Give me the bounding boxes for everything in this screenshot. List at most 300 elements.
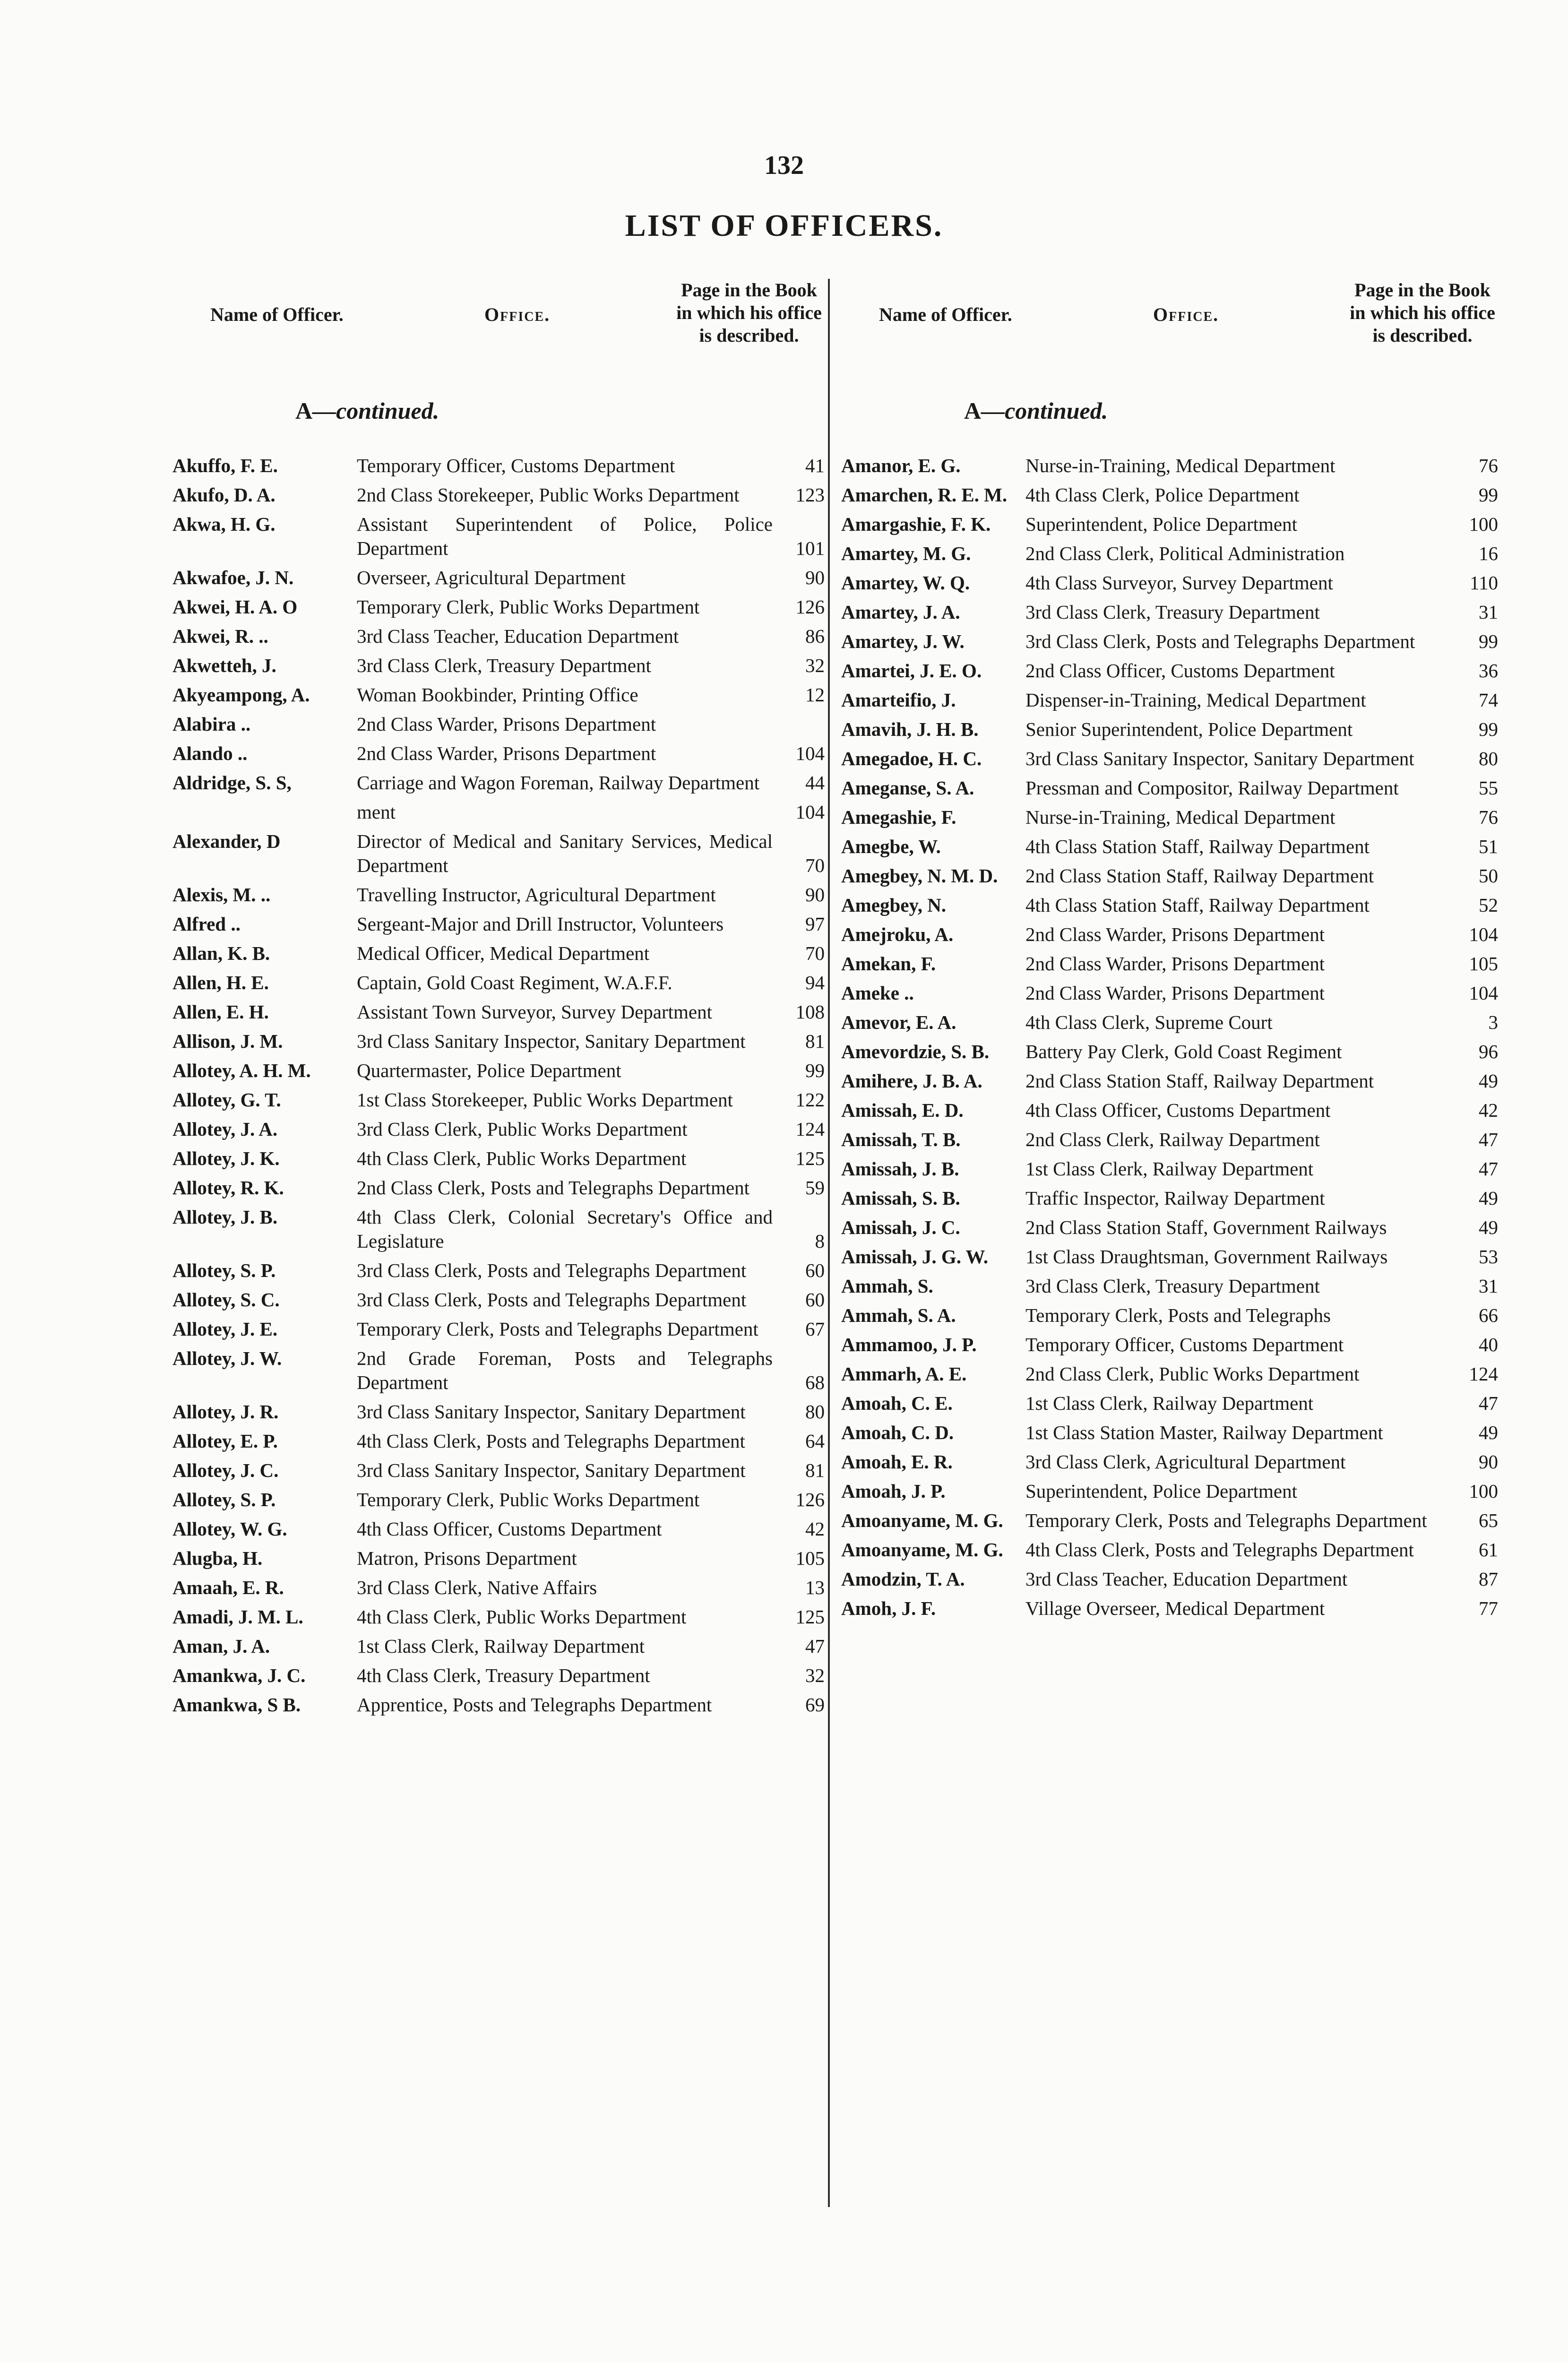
- office-page-number: 123: [795, 484, 825, 506]
- column-divider: [828, 279, 830, 2207]
- officer-name: Amihere, J. B. A.: [841, 1070, 982, 1092]
- officer-office-cell: [357, 566, 825, 590]
- officer-office-cell: [357, 1088, 825, 1112]
- header-page: Page in the Book in which his office is described.: [1350, 279, 1495, 346]
- office-page-number: 94: [805, 972, 825, 993]
- office-page-number: 124: [1469, 1363, 1498, 1385]
- officer-office-cell: [1025, 923, 1498, 947]
- officer-office: 4th Class Clerk, Treasury Department: [357, 1664, 650, 1686]
- office-page-number: 69: [805, 1694, 825, 1716]
- officer-office: Superintendent, Police Department: [1025, 513, 1297, 535]
- officer-office: Battery Pay Clerk, Gold Coast Regiment: [1025, 1041, 1342, 1062]
- office-page-number: 99: [1479, 484, 1498, 506]
- office-page-number: 8: [815, 1230, 825, 1252]
- office-page-number: 49: [1479, 1216, 1498, 1238]
- officer-entry: [841, 454, 1498, 478]
- officer-name: Akyeampong, A.: [172, 684, 310, 706]
- officer-entry: [172, 1605, 825, 1629]
- right-column: [841, 279, 1498, 1626]
- officer-name: Allotey, J. E.: [172, 1318, 278, 1340]
- officer-office-cell: [357, 1517, 825, 1541]
- officer-name: Amodzin, T. A.: [841, 1568, 965, 1590]
- officer-name: Amartey, W. Q.: [841, 572, 970, 594]
- officer-name: Allotey, W. G.: [172, 1518, 287, 1540]
- officer-office: 1st Class Clerk, Railway Department: [1025, 1392, 1314, 1414]
- office-page-number: 122: [795, 1089, 825, 1111]
- officer-entry: [172, 771, 825, 795]
- officer-office: Temporary Clerk, Public Works Department: [357, 596, 700, 618]
- office-page-number: 67: [805, 1318, 825, 1340]
- officer-office: 4th Class Officer, Customs Department: [1025, 1099, 1331, 1121]
- officer-office-cell: [1025, 1128, 1498, 1152]
- officer-name: Amegbey, N.: [841, 894, 947, 916]
- officer-entry: [841, 1421, 1498, 1445]
- officer-name: Ammah, S. A.: [841, 1304, 956, 1326]
- officer-office: 2nd Class Officer, Customs Department: [1025, 660, 1335, 681]
- officer-name: Allotey, R. K.: [172, 1177, 284, 1199]
- officer-entry: [172, 829, 825, 878]
- officer-entry: [841, 1450, 1498, 1474]
- officer-entry: [172, 1000, 825, 1024]
- officer-name: Allotey, S. P.: [172, 1489, 276, 1510]
- officer-name: Amadi, J. M. L.: [172, 1606, 303, 1628]
- office-page-number: 104: [795, 801, 825, 823]
- officer-office-cell: [357, 941, 825, 966]
- office-page-number: 96: [1479, 1041, 1498, 1062]
- officer-office-cell: [357, 1634, 825, 1658]
- officer-entry: [841, 1303, 1498, 1328]
- officer-entry: [841, 1010, 1498, 1035]
- officer-name: Akufo, D. A.: [172, 484, 276, 506]
- officer-office-cell: [1025, 542, 1498, 566]
- office-page-number: 40: [1479, 1334, 1498, 1355]
- officer-office-cell: [357, 1259, 825, 1283]
- officer-entry: [841, 1098, 1498, 1122]
- officer-entry: [172, 1458, 825, 1483]
- officer-office-cell: [357, 971, 825, 995]
- officer-entry: [841, 893, 1498, 917]
- officer-office-cell: [1025, 1421, 1498, 1445]
- officer-office: 2nd Class Warder, Prisons Department: [1025, 923, 1325, 945]
- officer-office-cell: [357, 1346, 825, 1395]
- office-page-number: 66: [1479, 1304, 1498, 1326]
- officer-name: Amissah, T. B.: [841, 1129, 961, 1150]
- office-page-number: 61: [1479, 1539, 1498, 1561]
- officer-list: [172, 454, 825, 1717]
- officer-name: Amegbe, W.: [841, 836, 941, 857]
- office-page-number: 124: [795, 1118, 825, 1140]
- officer-name: Allison, J. M.: [172, 1030, 283, 1052]
- officer-entry: [172, 512, 825, 561]
- officer-office: 2nd Class Warder, Prisons Department: [1025, 953, 1325, 975]
- office-page-number: 104: [795, 742, 825, 764]
- officer-office: 2nd Class Clerk, Railway Department: [1025, 1129, 1320, 1150]
- officer-entry: [172, 566, 825, 590]
- officer-office-cell: [357, 800, 825, 824]
- officer-office: 4th Class Clerk, Public Works Department: [357, 1606, 687, 1628]
- officer-entry: [841, 1479, 1498, 1503]
- officer-office: Captain, Gold Coast Regiment, W.A.F.F.: [357, 972, 672, 993]
- header-page: Page in the Book in which his office is described.: [676, 279, 822, 346]
- officer-office-cell: [1025, 630, 1498, 654]
- office-page-number: 126: [795, 1489, 825, 1510]
- office-page-number: 60: [805, 1259, 825, 1281]
- officer-entry: [841, 835, 1498, 859]
- office-page-number: 47: [1479, 1158, 1498, 1180]
- officer-name: Allotey, J. B.: [172, 1206, 278, 1228]
- officer-entry: [841, 1245, 1498, 1269]
- officer-office-cell: [1025, 747, 1498, 771]
- officer-office: 2nd Class Storekeeper, Public Works Department: [357, 484, 740, 506]
- officer-name: Amissah, J. C.: [841, 1216, 960, 1238]
- officer-office-cell: [1025, 776, 1498, 800]
- office-page-number: 76: [1479, 806, 1498, 828]
- office-page-number: 105: [795, 1547, 825, 1569]
- officer-office-cell: [1025, 1509, 1498, 1533]
- officer-office: 3rd Class Sanitary Inspector, Sanitary Department: [357, 1401, 746, 1423]
- officer-office-cell: [357, 683, 825, 707]
- officer-office: 4th Class Officer, Customs Department: [357, 1518, 662, 1540]
- officer-name: Amekan, F.: [841, 953, 936, 975]
- officer-office-cell: [357, 1546, 825, 1570]
- officer-office: 3rd Class Clerk, Public Works Department: [357, 1118, 688, 1140]
- office-page-number: 126: [795, 596, 825, 618]
- officer-entry: [172, 1317, 825, 1341]
- office-page-number: 47: [805, 1635, 825, 1657]
- officer-office: 4th Class Station Staff, Railway Department: [1025, 894, 1370, 916]
- office-page-number: 52: [1479, 894, 1498, 916]
- officer-entry: [172, 1488, 825, 1512]
- officer-entry: [172, 971, 825, 995]
- officer-name: Alugba, H.: [172, 1547, 263, 1569]
- officer-name: Allotey, S. C.: [172, 1289, 280, 1311]
- officer-office-cell: [357, 595, 825, 619]
- officer-office-cell: [357, 1147, 825, 1171]
- officer-name: Akwafoe, J. N.: [172, 567, 294, 588]
- officer-office: 2nd Class Warder, Prisons Department: [357, 713, 656, 735]
- officer-office: Sergeant-Major and Drill Instructor, Volunteers: [357, 913, 724, 935]
- officer-office: Temporary Officer, Customs Department: [1025, 1334, 1344, 1355]
- officer-office-cell: [357, 1288, 825, 1312]
- section-heading: [841, 373, 1498, 454]
- officer-entry: [172, 654, 825, 678]
- office-page-number: 16: [1479, 543, 1498, 564]
- officer-office: Woman Bookbinder, Printing Office: [357, 684, 638, 706]
- officer-name: Amavih, J. H. B.: [841, 718, 979, 740]
- officer-office: 3rd Class Sanitary Inspector, Sanitary Department: [357, 1030, 746, 1052]
- page-title: LIST OF OFFICERS.: [625, 208, 943, 243]
- officer-entry: [841, 1157, 1498, 1181]
- officer-name: Amankwa, S B.: [172, 1694, 301, 1716]
- officer-office: Travelling Instructor, Agricultural Department: [357, 884, 716, 906]
- column-header: [841, 279, 1498, 373]
- officer-entry: [841, 717, 1498, 742]
- officer-office: Temporary Clerk, Posts and Telegraphs Department: [1025, 1509, 1427, 1531]
- office-page-number: 90: [805, 567, 825, 588]
- officer-entry: [172, 1346, 825, 1395]
- officer-office: Assistant Superintendent of Police, Police Department: [357, 513, 773, 559]
- officer-office-cell: [357, 1458, 825, 1483]
- officer-entry: [172, 912, 825, 936]
- officer-office-cell: [357, 712, 825, 736]
- officer-name: Akwei, R. ..: [172, 625, 268, 647]
- officer-office: 3rd Class Clerk, Treasury Department: [1025, 1275, 1320, 1297]
- officer-office-cell: [357, 654, 825, 678]
- officer-name: Allotey, G. T.: [172, 1089, 281, 1111]
- officer-office: 3rd Class Clerk, Posts and Telegraphs Department: [1025, 630, 1415, 652]
- officer-office: 3rd Class Sanitary Inspector, Sanitary Department: [1025, 748, 1414, 769]
- office-page-number: 31: [1479, 601, 1498, 623]
- office-page-number: 32: [805, 655, 825, 676]
- office-page-number: 101: [795, 537, 825, 559]
- officer-entry: [172, 595, 825, 619]
- office-page-number: 36: [1479, 660, 1498, 681]
- office-page-number: 55: [1479, 777, 1498, 799]
- office-page-number: 49: [1479, 1187, 1498, 1209]
- officer-office: Dispenser-in-Training, Medical Department: [1025, 689, 1366, 711]
- officer-office: 3rd Class Teacher, Education Department: [357, 625, 679, 647]
- officer-entry: [841, 1069, 1498, 1093]
- officer-office-cell: [1025, 1216, 1498, 1240]
- officer-office-cell: [357, 1693, 825, 1717]
- office-page-number: 70: [805, 854, 825, 876]
- section-letter: A: [964, 397, 982, 424]
- office-page-number: 99: [1479, 718, 1498, 740]
- officer-office-cell: [1025, 1010, 1498, 1035]
- officer-entry: [172, 1088, 825, 1112]
- officer-name: Amartei, J. E. O.: [841, 660, 982, 681]
- officer-office-cell: [1025, 1391, 1498, 1415]
- page-number: 132: [764, 151, 804, 180]
- office-page-number: 41: [805, 455, 825, 476]
- officer-office: 4th Class Clerk, Colonial Secretary's Office and Legislature: [357, 1206, 773, 1252]
- officer-office-cell: [1025, 1274, 1498, 1298]
- office-page-number: 3: [1488, 1011, 1498, 1033]
- officer-office: 4th Class Station Staff, Railway Department: [1025, 836, 1370, 857]
- office-page-number: 12: [805, 684, 825, 706]
- officer-name: Ameke ..: [841, 982, 914, 1004]
- officer-entry: [841, 1216, 1498, 1240]
- officer-name: Akwetteh, J.: [172, 655, 276, 676]
- section-suffix: —continued.: [981, 397, 1108, 424]
- officer-office-cell: [1025, 1069, 1498, 1093]
- office-page-number: 87: [1479, 1568, 1498, 1590]
- officer-office-cell: [357, 1000, 825, 1024]
- officer-entry: [841, 1509, 1498, 1533]
- officer-office-cell: [357, 512, 825, 561]
- office-page-number: 59: [805, 1177, 825, 1199]
- officer-office-cell: [357, 883, 825, 907]
- officer-office-cell: [1025, 571, 1498, 595]
- office-page-number: 90: [805, 884, 825, 906]
- officer-entry: [841, 1391, 1498, 1415]
- officer-office: Nurse-in-Training, Medical Department: [1025, 806, 1335, 828]
- officer-office-cell: [1025, 981, 1498, 1005]
- office-page-number: 105: [1469, 953, 1498, 975]
- office-page-number: 81: [805, 1459, 825, 1481]
- officer-office: Traffic Inspector, Railway Department: [1025, 1187, 1325, 1209]
- officer-office-cell: [357, 1605, 825, 1629]
- officer-name: Amanor, E. G.: [841, 455, 961, 476]
- officer-entry: [841, 1362, 1498, 1386]
- header-name: Name of Officer.: [879, 304, 1012, 325]
- officer-entry: [841, 512, 1498, 536]
- officer-office-cell: [357, 1429, 825, 1453]
- officer-entry: [841, 1274, 1498, 1298]
- officer-office: Temporary Clerk, Posts and Telegraphs Department: [357, 1318, 758, 1340]
- office-page-number: 49: [1479, 1422, 1498, 1443]
- office-page-number: 104: [1469, 982, 1498, 1004]
- office-page-number: 99: [1479, 630, 1498, 652]
- office-page-number: 110: [1470, 572, 1498, 594]
- officer-office-cell: [1025, 1333, 1498, 1357]
- officer-office-cell: [357, 624, 825, 648]
- officer-entry: [841, 1567, 1498, 1591]
- officer-entry: [172, 1429, 825, 1453]
- officer-name: Amargashie, F. K.: [841, 513, 991, 535]
- officer-name: Amissah, J. B.: [841, 1158, 959, 1180]
- officer-office: Director of Medical and Sanitary Services, Medical Department: [357, 830, 773, 876]
- office-page-number: 64: [805, 1430, 825, 1452]
- officer-office: 2nd Class Clerk, Political Administration: [1025, 543, 1345, 564]
- officer-office-cell: [357, 1400, 825, 1424]
- office-page-number: 60: [805, 1289, 825, 1311]
- officer-name: Alabira ..: [172, 713, 251, 735]
- officer-entry: [841, 952, 1498, 976]
- officer-office-cell: [1025, 688, 1498, 712]
- officer-office-cell: [357, 1205, 825, 1253]
- officer-name: Allotey, J. W.: [172, 1347, 282, 1369]
- office-page-number: 100: [1469, 513, 1498, 535]
- officer-office-cell: [357, 1576, 825, 1600]
- officer-entry: [172, 1117, 825, 1141]
- officer-entry: [172, 1693, 825, 1717]
- section-heading: [172, 373, 825, 454]
- officer-office-cell: [357, 1117, 825, 1141]
- officer-name: Allen, E. H.: [172, 1001, 269, 1023]
- header-name: Name of Officer.: [210, 304, 344, 325]
- officer-office-cell: [1025, 1303, 1498, 1328]
- office-page-number: 80: [1479, 748, 1498, 769]
- officer-office: Senior Superintendent, Police Department: [1025, 718, 1353, 740]
- officer-entry: [841, 747, 1498, 771]
- officer-entry: [841, 1040, 1498, 1064]
- officer-office: 1st Class Station Master, Railway Department: [1025, 1422, 1383, 1443]
- officer-entry: [841, 688, 1498, 712]
- officer-entry: [172, 1259, 825, 1283]
- officer-name: Ammarh, A. E.: [841, 1363, 967, 1385]
- officer-entry: [841, 1596, 1498, 1621]
- office-page-number: 42: [805, 1518, 825, 1540]
- officer-office-cell: [357, 771, 825, 795]
- officer-entry: [841, 630, 1498, 654]
- officer-name: Akwa, H. G.: [172, 513, 276, 535]
- officer-office: Overseer, Agricultural Department: [357, 567, 626, 588]
- officer-name: Alexis, M. ..: [172, 884, 271, 906]
- office-page-number: 50: [1479, 865, 1498, 887]
- officer-office: 3rd Class Teacher, Education Department: [1025, 1568, 1348, 1590]
- officer-office: Apprentice, Posts and Telegraphs Department: [357, 1694, 712, 1716]
- officer-office-cell: [357, 742, 825, 766]
- officer-name: Amoanyame, M. G.: [841, 1539, 1003, 1561]
- officer-office-cell: [1025, 1362, 1498, 1386]
- officer-name: Allen, H. E.: [172, 972, 269, 993]
- officer-entry: [172, 683, 825, 707]
- officer-office: 3rd Class Clerk, Treasury Department: [357, 655, 651, 676]
- officer-name: Amartey, J. A.: [841, 601, 960, 623]
- office-page-number: 104: [1469, 923, 1498, 945]
- office-page-number: 125: [795, 1147, 825, 1169]
- officer-name: Amevor, E. A.: [841, 1011, 956, 1033]
- officer-name: Amoh, J. F.: [841, 1597, 936, 1619]
- office-page-number: 80: [805, 1401, 825, 1423]
- officer-name: Amankwa, J. C.: [172, 1664, 306, 1686]
- office-page-number: 53: [1479, 1246, 1498, 1268]
- officer-office: ment: [357, 801, 396, 823]
- officer-office: 2nd Class Clerk, Public Works Department: [1025, 1363, 1360, 1385]
- officer-office: 4th Class Clerk, Posts and Telegraphs Department: [357, 1430, 745, 1452]
- officer-office: 3rd Class Clerk, Treasury Department: [1025, 601, 1320, 623]
- office-page-number: 90: [1479, 1451, 1498, 1473]
- office-page-number: 65: [1479, 1509, 1498, 1531]
- officer-office-cell: [1025, 1479, 1498, 1503]
- officer-name: Aman, J. A.: [172, 1635, 270, 1657]
- officer-office-cell: [1025, 1098, 1498, 1122]
- officer-office-cell: [357, 1176, 825, 1200]
- officer-name: Amartey, J. W.: [841, 630, 965, 652]
- officer-office: 3rd Class Sanitary Inspector, Sanitary Department: [357, 1459, 746, 1481]
- officer-office-cell: [1025, 1538, 1498, 1562]
- officer-entry: [172, 483, 825, 507]
- officer-name: [172, 800, 357, 824]
- officer-entry: [841, 776, 1498, 800]
- officer-name: Allotey, J. C.: [172, 1459, 279, 1481]
- officer-name: Amissah, J. G. W.: [841, 1246, 989, 1268]
- officer-entry: [172, 1059, 825, 1083]
- officer-name: Ameganse, S. A.: [841, 777, 974, 799]
- officer-entry: [841, 1186, 1498, 1210]
- officer-entry: [841, 542, 1498, 566]
- officer-entry: [172, 454, 825, 478]
- officer-office: Temporary Clerk, Public Works Department: [357, 1489, 700, 1510]
- officer-name: Amissah, E. D.: [841, 1099, 964, 1121]
- officer-entry: [841, 1333, 1498, 1357]
- officer-entry: [841, 1128, 1498, 1152]
- officer-name: Amarteifio, J.: [841, 689, 956, 711]
- officer-office-cell: [1025, 600, 1498, 624]
- officer-office: 4th Class Clerk, Supreme Court: [1025, 1011, 1273, 1033]
- office-page-number: 97: [805, 913, 825, 935]
- officer-name: Amoah, E. R.: [841, 1451, 953, 1473]
- officer-entry: [172, 1147, 825, 1171]
- section-suffix: —continued.: [312, 397, 439, 424]
- officer-office: 3rd Class Clerk, Posts and Telegraphs Department: [357, 1259, 747, 1281]
- officer-entry: [841, 864, 1498, 888]
- officer-entry: [172, 624, 825, 648]
- officer-name: Ammamoo, J. P.: [841, 1334, 977, 1355]
- officer-name: Alexander, D: [172, 830, 281, 852]
- officer-office-cell: [357, 1059, 825, 1083]
- office-page-number: 100: [1469, 1480, 1498, 1502]
- officer-office: 2nd Class Station Staff, Government Railways: [1025, 1216, 1387, 1238]
- officer-entry: [172, 1517, 825, 1541]
- officer-office: 4th Class Clerk, Public Works Department: [357, 1147, 687, 1169]
- officer-entry: [172, 1546, 825, 1570]
- officer-office-cell: [357, 1488, 825, 1512]
- officer-office-cell: [1025, 1245, 1498, 1269]
- office-page-number: 76: [1479, 455, 1498, 476]
- officer-office-cell: [1025, 1186, 1498, 1210]
